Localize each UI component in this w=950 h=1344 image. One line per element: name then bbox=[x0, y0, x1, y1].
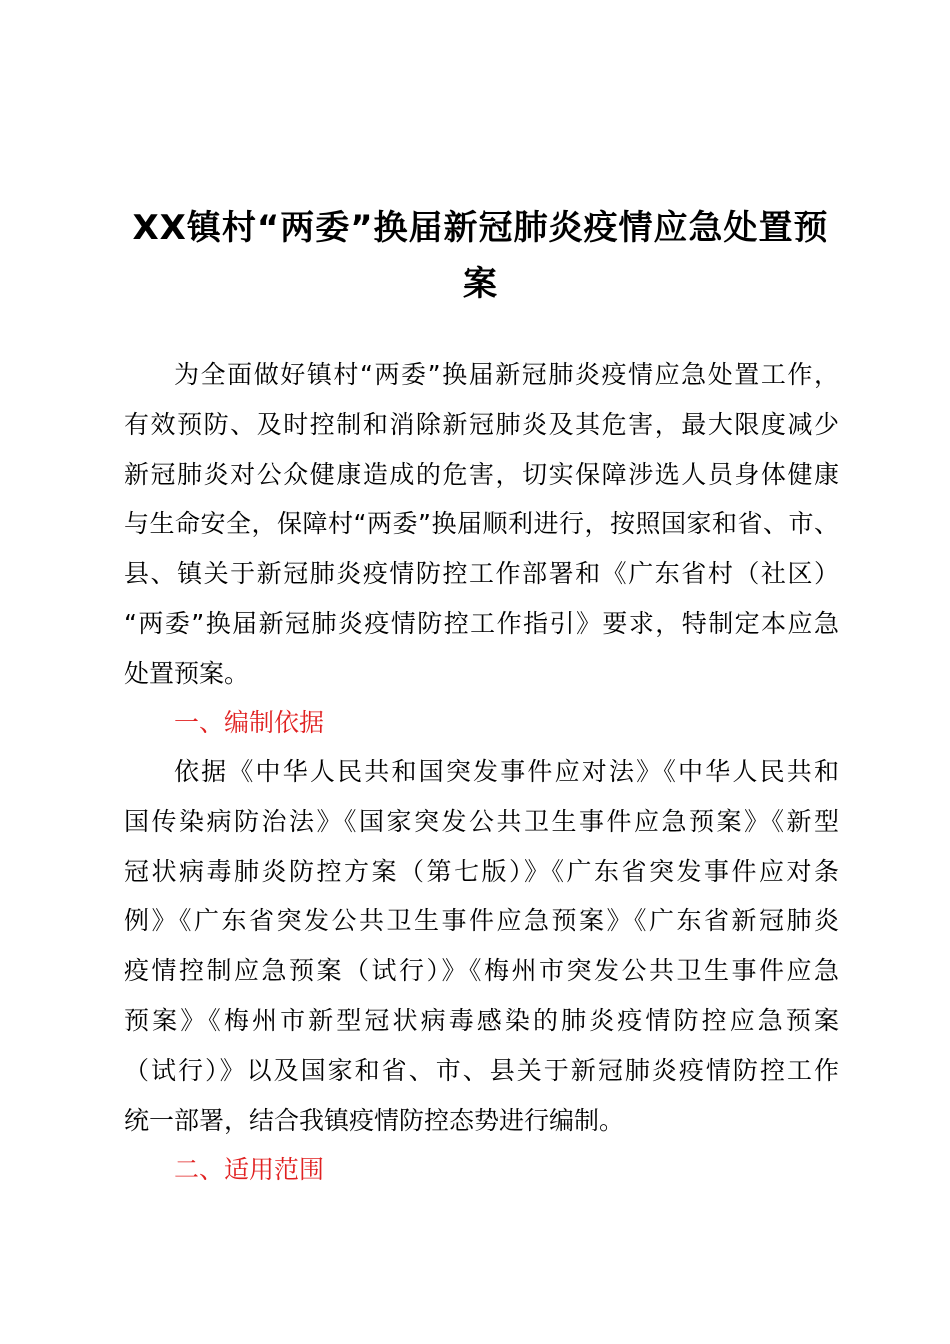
section-heading-scope: 二、适用范围 bbox=[174, 1155, 325, 1184]
paragraph-line: 疫情控制应急预案（试行）》《梅州市突发公共卫生事件应急 bbox=[124, 956, 839, 986]
paragraph-line: 依据《中华人民共和国突发事件应对法》《中华人民共和 bbox=[174, 757, 839, 786]
document-title bbox=[118, 200, 843, 312]
title-line-2: 案 bbox=[463, 264, 498, 304]
paragraph-line: 国传染病防治法》《国家突发公共卫生事件应急预案》《新型 bbox=[124, 806, 839, 836]
section-heading-basis: 一、编制依据 bbox=[174, 708, 325, 737]
paragraph-line: 冠状病毒肺炎防控方案（第七版）》《广东省突发事件应对条 bbox=[124, 856, 839, 886]
paragraph-line: 有效预防、及时控制和消除新冠肺炎及其危害，最大限度减少 bbox=[124, 409, 839, 439]
paragraph-line: 县、镇关于新冠肺炎疫情防控工作部署和《广东省村（社区） bbox=[124, 559, 839, 589]
paragraph-line: “两委”换届新冠肺炎疫情防控工作指引》要求，特制定本应急 bbox=[124, 608, 839, 638]
paragraph-line: 处置预案。 bbox=[124, 658, 250, 688]
paragraph-line: （试行）》以及国家和省、市、县关于新冠肺炎疫情防控工作 bbox=[124, 1055, 839, 1085]
intro-paragraph bbox=[124, 350, 839, 699]
paragraph-line: 新冠肺炎对公众健康造成的危害，切实保障涉选人员身体健康 bbox=[124, 459, 839, 489]
basis-paragraph bbox=[124, 747, 839, 1145]
paragraph-line: 预案》《梅州市新型冠状病毒感染的肺炎疫情防控应急预案 bbox=[124, 1005, 839, 1035]
paragraph-line: 为全面做好镇村“两委”换届新冠肺炎疫情应急处置工作， bbox=[174, 360, 839, 389]
paragraph-line: 例》《广东省突发公共卫生事件应急预案》《广东省新冠肺炎 bbox=[124, 906, 839, 936]
paragraph-line: 与生命安全，保障村“两委”换届顺利进行，按照国家和省、市、 bbox=[124, 509, 839, 539]
title-line-1: XX镇村“两委”换届新冠肺炎疫情应急处置预 bbox=[132, 208, 829, 248]
paragraph-line: 统一部署，结合我镇疫情防控态势进行编制。 bbox=[124, 1105, 625, 1135]
